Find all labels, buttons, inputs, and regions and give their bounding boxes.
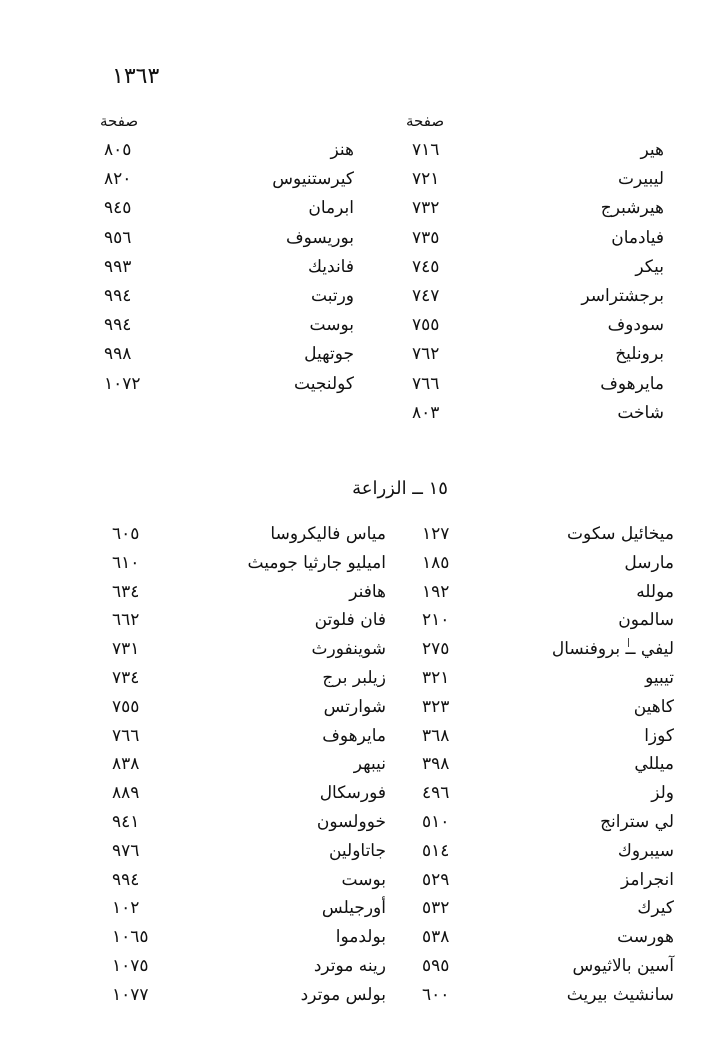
page-left: ٩٤٥ bbox=[104, 198, 132, 219]
page-left: ٧٣٤ bbox=[112, 668, 140, 688]
page-left: ٩٧٦ bbox=[112, 840, 140, 861]
page-left: ٨٨٩ bbox=[112, 783, 140, 804]
name-left: ابرمان bbox=[308, 198, 354, 219]
page-left: ١٠٧٧ bbox=[112, 984, 149, 1005]
index-row bbox=[0, 754, 726, 782]
page-left: ٩٩٨ bbox=[104, 344, 132, 365]
name-right: مارسل bbox=[624, 552, 674, 573]
name-left: جاتاولين bbox=[328, 840, 386, 861]
name-left: نيبهر bbox=[353, 754, 386, 775]
name-right: هير bbox=[640, 140, 664, 160]
page-right: ٧١٦ bbox=[412, 140, 440, 160]
name-right: ولز bbox=[651, 783, 674, 804]
index-row bbox=[0, 403, 726, 431]
index-row bbox=[0, 841, 726, 869]
page-left: ٩٤١ bbox=[112, 812, 140, 832]
name-left: شوارتس bbox=[323, 696, 386, 717]
page-right: ٢٧٥ bbox=[422, 639, 450, 660]
page-right: ٧٤٥ bbox=[412, 256, 440, 277]
index-row bbox=[0, 985, 726, 1013]
name-left: شوينفورث bbox=[311, 639, 386, 660]
name-left: اميليو جارثيا جوميث bbox=[247, 552, 386, 573]
index-row bbox=[0, 870, 726, 898]
index-row bbox=[0, 198, 726, 226]
name-right: مايرهوف bbox=[600, 373, 664, 394]
name-right: سودوف bbox=[607, 315, 664, 336]
page-right: ٣٩٨ bbox=[422, 754, 450, 775]
name-right: سانشيث بيريث bbox=[566, 984, 674, 1005]
name-left: كيرستنيوس bbox=[272, 169, 354, 190]
index-row bbox=[0, 726, 726, 754]
page-left: ١٠٦٥ bbox=[112, 927, 149, 948]
index-row bbox=[0, 228, 726, 256]
page-left: ٧٥٥ bbox=[112, 696, 140, 717]
name-left: مايرهوف bbox=[322, 725, 386, 746]
name-left: فانديك bbox=[307, 256, 354, 277]
page-right: ١٩٢ bbox=[422, 581, 450, 602]
name-left: فورسكال bbox=[319, 783, 386, 804]
page-left: ٨٢٠ bbox=[104, 169, 132, 190]
page-left: ٨٠٥ bbox=[104, 140, 132, 160]
page-left: ٨٣٨ bbox=[112, 754, 140, 775]
index-row bbox=[0, 582, 726, 610]
page-right: ٥١٤ bbox=[422, 840, 450, 861]
page-left: ٩٥٦ bbox=[104, 227, 132, 248]
page-left: ٦٦٢ bbox=[112, 610, 140, 631]
name-left: مياس فاليكروسا bbox=[270, 524, 386, 544]
name-right: بيكر bbox=[635, 256, 664, 277]
name-left: هافنر bbox=[349, 581, 386, 602]
page-right: ٧٣٥ bbox=[412, 227, 440, 248]
page-left: ١٠٧٥ bbox=[112, 956, 149, 976]
index-row bbox=[0, 315, 726, 343]
name-left: بوست bbox=[341, 869, 386, 890]
name-left: فان فلوتن bbox=[314, 610, 386, 631]
name-left: زيلبر برج bbox=[322, 668, 386, 688]
index-row bbox=[0, 812, 726, 840]
name-right: انجرامز bbox=[620, 869, 674, 890]
index-row bbox=[0, 610, 726, 638]
page-left: ٩٩٤ bbox=[104, 315, 132, 336]
name-right: كيرك bbox=[637, 898, 674, 919]
index-row bbox=[0, 898, 726, 926]
name-left: أورجيلس bbox=[321, 898, 386, 919]
name-left: بوريسوف bbox=[285, 227, 354, 248]
name-right: ليفي ــ بروفنسال bbox=[551, 639, 674, 660]
index-row bbox=[0, 783, 726, 811]
page-number: ١٣٦٣ bbox=[112, 64, 160, 89]
name-right: برونليخ bbox=[615, 344, 664, 365]
page-left: ٩٩٣ bbox=[104, 256, 132, 277]
page-right: ٣٦٨ bbox=[422, 725, 450, 746]
page-right: ١٨٥ bbox=[422, 552, 450, 573]
index-row bbox=[0, 140, 726, 168]
page-right: ٧٤٧ bbox=[412, 286, 440, 306]
name-left: ورتبت bbox=[311, 286, 354, 306]
index-row bbox=[0, 374, 726, 402]
page-left: ١٠٧٢ bbox=[104, 373, 141, 394]
page-right: ٧٦٦ bbox=[412, 373, 440, 394]
name-right: آسين بالاثيوس bbox=[572, 956, 674, 976]
page-right: ٥٣٢ bbox=[422, 898, 450, 919]
page-left: ٦٠٥ bbox=[112, 524, 140, 544]
name-right: هورست bbox=[617, 927, 674, 948]
name-left: هنز bbox=[330, 140, 354, 160]
name-right: ليبيرت bbox=[618, 169, 664, 190]
page-right: ٧٥٥ bbox=[412, 315, 440, 336]
name-left: بولس موترد bbox=[300, 984, 386, 1005]
page-right: ٣٢٣ bbox=[422, 696, 450, 717]
page-column-header-right: صفحة bbox=[406, 112, 445, 130]
name-right: لي سترانج bbox=[600, 812, 674, 832]
page-left: ٧٦٦ bbox=[112, 725, 140, 746]
index-row bbox=[0, 639, 726, 667]
name-right: ميللي bbox=[634, 754, 674, 775]
name-right: كاهين bbox=[633, 696, 674, 717]
name-left: بوست bbox=[309, 315, 354, 336]
page-left: ٩٩٤ bbox=[104, 286, 132, 306]
name-right: برجشتراسر bbox=[581, 286, 664, 306]
page-right: ٥٣٨ bbox=[422, 927, 450, 948]
index-row bbox=[0, 169, 726, 197]
page-right: ٢١٠ bbox=[422, 610, 450, 631]
index-row bbox=[0, 524, 726, 552]
name-right: سالمون bbox=[618, 610, 674, 631]
index-row bbox=[0, 553, 726, 581]
index-row bbox=[0, 927, 726, 955]
page-left: ١٠٢ bbox=[112, 898, 140, 919]
page-left: ٩٩٤ bbox=[112, 869, 140, 890]
page-right: ١٢٧ bbox=[422, 524, 450, 544]
name-left: خوولسون bbox=[316, 812, 386, 832]
page-right: ٣٢١ bbox=[422, 668, 450, 688]
index-row bbox=[0, 956, 726, 984]
page-right: ٧٢١ bbox=[412, 169, 440, 190]
name-left: كولنجيت bbox=[294, 373, 354, 394]
page-column-header-left: صفحة bbox=[100, 112, 139, 130]
index-row bbox=[0, 668, 726, 696]
name-left: بولدموا bbox=[335, 927, 386, 948]
page-left: ٧٣١ bbox=[112, 639, 140, 660]
page-right: ٥٩٥ bbox=[422, 956, 450, 976]
page-right: ٥١٠ bbox=[422, 812, 450, 832]
name-left: جوتهيل bbox=[304, 344, 354, 365]
name-right: سيبروك bbox=[617, 840, 674, 861]
page-left: ٦٣٤ bbox=[112, 581, 140, 602]
name-right: ميخائيل سكوت bbox=[567, 524, 674, 544]
index-row bbox=[0, 286, 726, 314]
page-right: ٥٢٩ bbox=[422, 869, 450, 890]
name-right: هيرشبرج bbox=[600, 198, 664, 219]
page-right: ٧٦٢ bbox=[412, 344, 440, 365]
name-right: فيادمان bbox=[611, 227, 664, 248]
index-row bbox=[0, 257, 726, 285]
index-row bbox=[0, 697, 726, 725]
index-row bbox=[0, 344, 726, 372]
name-right: مولله bbox=[636, 581, 674, 602]
page-right: ٧٣٢ bbox=[412, 198, 440, 219]
page-right: ٤٩٦ bbox=[422, 783, 450, 804]
name-right: كوزا bbox=[644, 725, 674, 746]
page-left: ٦١٠ bbox=[112, 552, 140, 573]
name-right: تيبيو bbox=[645, 668, 674, 688]
name-right: شاخت bbox=[617, 402, 664, 423]
page-right: ٦٠٠ bbox=[422, 984, 450, 1005]
section-title: ١٥ ــ الزراعة bbox=[352, 478, 448, 499]
name-left: رينه موترد bbox=[313, 956, 386, 976]
page-right: ٨٠٣ bbox=[412, 402, 440, 423]
